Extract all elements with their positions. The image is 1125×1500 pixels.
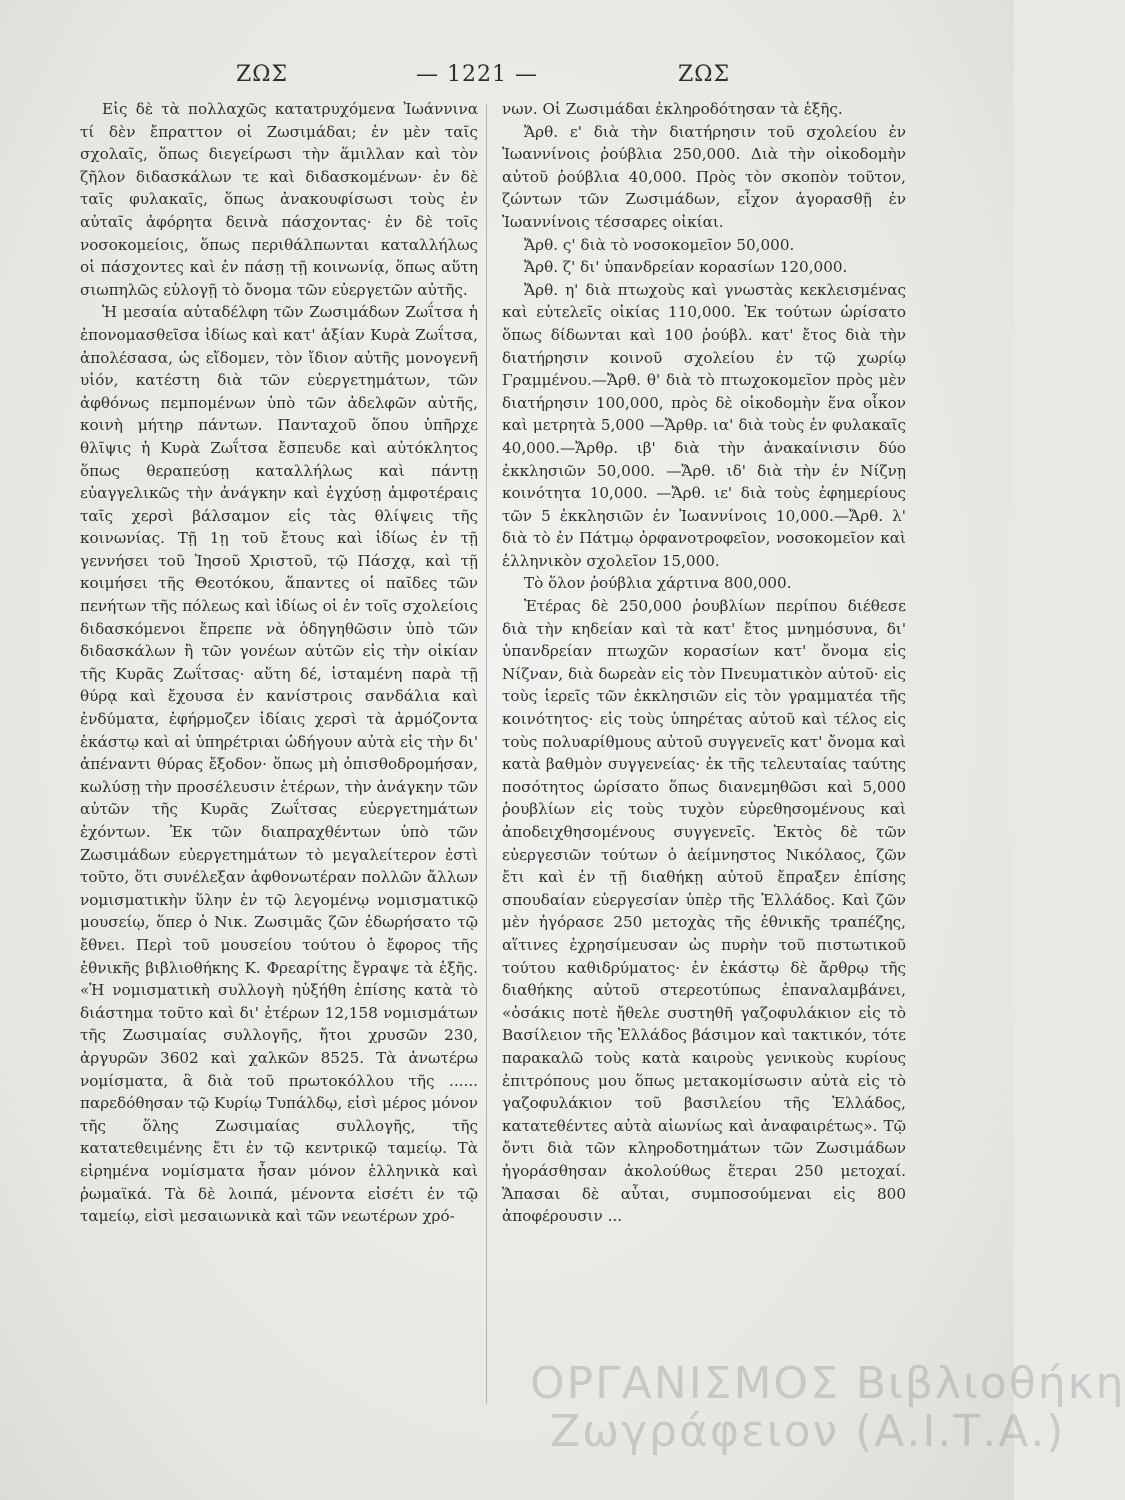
- right-column: [502, 98, 906, 1228]
- running-head-left: ΖΩΣ: [236, 62, 289, 87]
- running-head-right: ΖΩΣ: [678, 62, 731, 87]
- paragraph: νων. Οἱ Ζωσιμάδαι ἐκληροδότησαν τὰ ἑξῆς.: [502, 100, 843, 118]
- left-column: [80, 98, 478, 1228]
- watermark-line: Ζωγράφειον (Α.Ι.Τ.Α.): [550, 1406, 1066, 1457]
- page-header: [60, 62, 960, 98]
- column-divider: [486, 104, 487, 1404]
- article-paragraph: Ἄρθ. ζ' δι' ὑπανδρείαν κορασίων 120,000.: [524, 258, 848, 277]
- paragraph: Εἰς δὲ τὰ πολλαχῶς κατατρυχόμενα Ἰωάννινα τί δὲν ἔπραττον οἱ Ζωσιμάδαι; ἐν μὲν ταῖς σχολαῖς, ὅπως διεγείρωσι τὴν ἅμιλλαν καὶ τὸν ζῆλον διδασκάλων τε καὶ διδασκομένων· ἐν δὲ ταῖς φυλακαῖς, ὅπως ἀνακουφίσωσι τοὺς ἐν αὐταῖς ἀφόρητα δεινὰ πάσχοντας· ἐν δὲ τοῖς νοσοκομείοις, ὅπως περιθάλπωνται καταλλήλως οἱ πάσχοντες καὶ ἐν πάσῃ τῇ κοινωνίᾳ, ὅπως αὕτη σιωπηλῶς εὐλογῇ τὸ ὄνομα τῶν εὐεργετῶν αὐτῆς.: [80, 100, 478, 299]
- article-paragraph: Ἄρθ. η' διὰ πτωχοὺς καὶ γνωστὰς κεκλεισμένας καὶ εὐτελεῖς οἰκίας 110,000. Ἐκ τούτων ὡρίσατο ὅπως δίδωνται καὶ 100 ῥούβλ. κατ' ἔτος διὰ τὴν διατήρησιν κοινοῦ σχολείου ἐν τῷ χωρίῳ Γραμμένου.—Ἄρθ. θ' διὰ τὸ πτωχοκομεῖον πρὸς μὲν διατήρησιν 100,000, πρὸς δὲ οἰκοδομὴν ἕνα οἶκον καὶ μετρητὰ 5,000 —Ἄρθρ. ια' διὰ τοὺς ἐν φυλακαῖς 40,000.—Ἄρθρ. ιβ' διὰ τὴν ἀνακαίνισιν δύο ἐκκλησιῶν 50,000. —Ἄρθ. ιδ' διὰ τὴν ἐν Νίζνῃ κοινότητα 10,000. —Ἄρθ. ιε' διὰ τοὺς ἐφημερίους τῶν 5 ἐκκλησιῶν ἐν Ἰωαννίνοις 10,000.—Ἄρθ. λ' διὰ τὸ ἐν Πάτμῳ ὀρφανοτροφεῖον, νοσοκομεῖον καὶ ἑλληνικὸν σχολεῖον 15,000.: [502, 280, 906, 570]
- article-paragraph: Ἄρθ. ς' διὰ τὸ νοσοκομεῖον 50,000.: [524, 235, 795, 254]
- paragraph: Ἡ μεσαία αὐταδέλφη τῶν Ζωσιμάδων Ζωΐτσα ἡ ἐπονομασθεῖσα ἰδίως καὶ κατ' ἀξίαν Κυρὰ Ζωΐτσα, ἀπολέσασα, ὡς εἴδομεν, τὸν ἴδιον αὐτῆς μονογενῆ υἱόν, κατέστη διὰ τῶν εὐεργετημάτων, τῶν ἀφθόνως πεμπομένων ὑπὸ τῶν ἀδελφῶν αὐτῆς, κοινὴ μήτηρ πάντων. Πανταχοῦ ὅπου ὑπῆρχε θλῖψις ἡ Κυρὰ Ζωΐτσα ἔσπευδε καὶ αὐτόκλητος ὅπως θεραπεύσῃ καταλλήλως καὶ πάντῃ εὐαγγελικῶς τὴν ἀνάγκην καὶ ἐγχύσῃ ἀμφοτέραις ταῖς χερσὶ βάλσαμον εἰς τὰς θλίψεις τῆς κοινωνίας. Τῇ 1ῃ τοῦ ἔτους καὶ ἰδίως ἐν τῇ γεννήσει τοῦ Ἰησοῦ Χριστοῦ, τῷ Πάσχᾳ, καὶ τῇ κοιμήσει τῆς Θεοτόκου, ἅπαντες οἱ παῖδες τῶν πενήτων τῆς πόλεως καὶ ἰδίως οἱ ἐν τοῖς σχολείοις διδασκόμενοι ἔπρεπε νὰ ὁδηγηθῶσιν ὑπὸ τῶν διδασκάλων ἢ τῶν γονέων αὐτῶν εἰς τὴν οἰκίαν τῆς Κυρᾶς Ζωΐτσας· αὕτη δέ, ἱσταμένη παρὰ τῇ θύρᾳ καὶ ἔχουσα ἐν κανίστροις σανδάλια καὶ ἐνδύματα, ἐφήρμοζεν ἰδίαις χερσὶ τὰ ἁρμόζοντα ἑκάστῳ καὶ αἱ ὑπηρέτριαι ὡδήγουν αὐτὰ εἰς τὴν δι' ἀπέναντι θύρας ἔξοδον· ὅπως μὴ ὀπισθοδρομήσαν, κωλύσῃ τὴν προσέλευσιν ἑτέρων, τὴν ἀνάγκην τῶν αὐτῶν τῆς Κυρᾶς Ζωΐτσας εὐεργετημάτων ἐχόντων. Ἐκ τῶν διαπραχθέντων ὑπὸ τῶν Ζωσιμάδων εὐεργετημάτων τὸ μεγαλείτερον ἐστὶ τοῦτο, ὅτι συνέλεξαν ἀφθονωτέραν πολλῶν ἄλλων νομισματικὴν ὕλην ἐν τῷ λεγομένῳ νομισματικῷ μουσείῳ, ὅπερ ὁ Νικ. Ζωσιμᾶς ζῶν ἐδωρήσατο τῷ ἔθνει. Περὶ τοῦ μουσείου τούτου ὁ ἔφορος τῆς ἐθνικῆς βιβλιοθήκης Κ. Φρεαρίτης ἔγραψε τὰ ἑξῆς. «Ἡ νομισματικὴ συλλογὴ ηὐξήθη ἐπίσης κατὰ τὸ διάστημα τοῦτο καὶ δι' ἑτέρων 12,158 νομισμάτων τῆς Ζωσιμαίας συλλογῆς, ἤτοι χρυσῶν 230, ἀργυρῶν 3602 καὶ χαλκῶν 8525. Τὰ ἀνωτέρω νομίσματα, ἃ διὰ τοῦ πρωτοκόλλου τῆς ...... παρεδόθησαν τῷ Κυρίῳ Τυπάλδῳ, εἰσὶ μέρος μόνον τῆς ὅλης Ζωσιμαίας συλλογῆς, τῆς κατατεθειμένης ἔτι ἐν τῷ κεντρικῷ ταμείῳ. Τὰ εἰρημένα νομίσματα ἦσαν μόνον ἑλληνικὰ καὶ ῥωμαϊκά. Τὰ δὲ λοιπά, μένοντα εἰσέτι ἐν τῷ ταμείῳ, εἰσὶ μεσαιωνικὰ καὶ τῶν νεωτέρων χρό-: [80, 303, 478, 1226]
- watermark-line: ΟΡΓΑΝΙΣΜΟΣ Βιβλιοθήκη: [530, 1358, 1125, 1409]
- article-paragraph: Ἄρθ. ε' διὰ τὴν διατήρησιν τοῦ σχολείου ἐν Ἰωαννίνοις ῥούβλια 250,000. Διὰ τὴν οἰκοδομὴν αὐτοῦ ῥούβλια 40,000. Πρὸς τὸν σκοπὸν τοῦτον, ζώντων τῶν Ζωσιμάδων, εἶχον ἀγορασθῇ ἐν Ἰωαννίνοις τέσσαρες οἰκίαι.: [502, 122, 906, 231]
- total-paragraph: Τὸ ὅλον ῥούβλια χάρτινα 800,000.: [524, 574, 792, 593]
- library-watermark: [530, 1358, 1125, 1460]
- paragraph: Ἑτέρας δὲ 250,000 ῥουβλίων περίπου διέθεσε διὰ τὴν κηδείαν καὶ τὰ κατ' ἔτος μνημόσυνα, δι' ὑπανδρείαν πτωχῶν κορασίων κατ' ὄνομα εἰς Νίζναν, διὰ δωρεὰν εἰς τὸν Πνευματικὸν αὐτοῦ· εἰς τοὺς ἱερεῖς τῶν ἐκκλησιῶν εἰς τὸν γραμματέα τῆς κοινότητος· εἰς τοὺς ὑπηρέτας αὐτοῦ καὶ τέλος εἰς τοὺς πολυαρίθμους αὐτοῦ συγγενεῖς κατ' ὄνομα καὶ κατὰ βαθμὸν συγγενείας· ἐκ τῆς τελευταίας ταύτης ποσότητος ὡρίσατο ὅπως διανεμηθῶσι καὶ 5,000 ῥουβλίων εἰς τοὺς τυχὸν εὑρεθησομένους καὶ ἀποδειχθησομένους συγγενεῖς. Ἐκτὸς δὲ τῶν εὐεργεσιῶν τούτων ὁ ἀείμνηστος Νικόλαος, ζῶν ἔτι καὶ ἐν τῇ διαθήκῃ αὐτοῦ ἔπραξεν ἐπίσης σπουδαίαν εὐεργεσίαν ὑπὲρ τῆς Ἑλλάδος. Καὶ ζῶν μὲν ἠγόρασε 250 μετοχὰς τῆς ἐθνικῆς τραπέζης, αἵτινες ἐχρησίμευσαν ὡς πυρὴν τοῦ πιστωτικοῦ τούτου καθιδρύματος· ἐν ἑκάστῳ δὲ ἄρθρῳ τῆς διαθήκης αὐτοῦ στερεοτύπως ἐπαναλαμβάνει, «ὁσάκις ποτὲ ἤθελε συστηθῆ γαζοφυλάκιον εἰς τὸ Βασίλειον τῆς Ἑλλάδος βάσιμον καὶ τακτικόν, τότε παρακαλῶ τοὺς κατὰ καιροὺς γενικοὺς κυρίους ἐπιτρόπους μου ὅπως μετακομίσωσιν αὐτὰ εἰς τὸ γαζοφυλάκιον τοῦ βασιλείου τῆς Ἑλλάδος, κατατεθέντες αὐτὰ αἰωνίως καὶ ἀναφαιρέτως». Τῷ ὄντι διὰ τῶν κληροδοτημάτων τῶν Ζωσιμάδων ἠγοράσθησαν ἀκολούθως ἕτεραι 250 μετοχαί. Ἅπασαι δὲ αὗται, συμποσούμεναι εἰς 800 ἀποφέρουσιν ...: [502, 597, 906, 1226]
- page-number: — 1221 —: [416, 62, 538, 87]
